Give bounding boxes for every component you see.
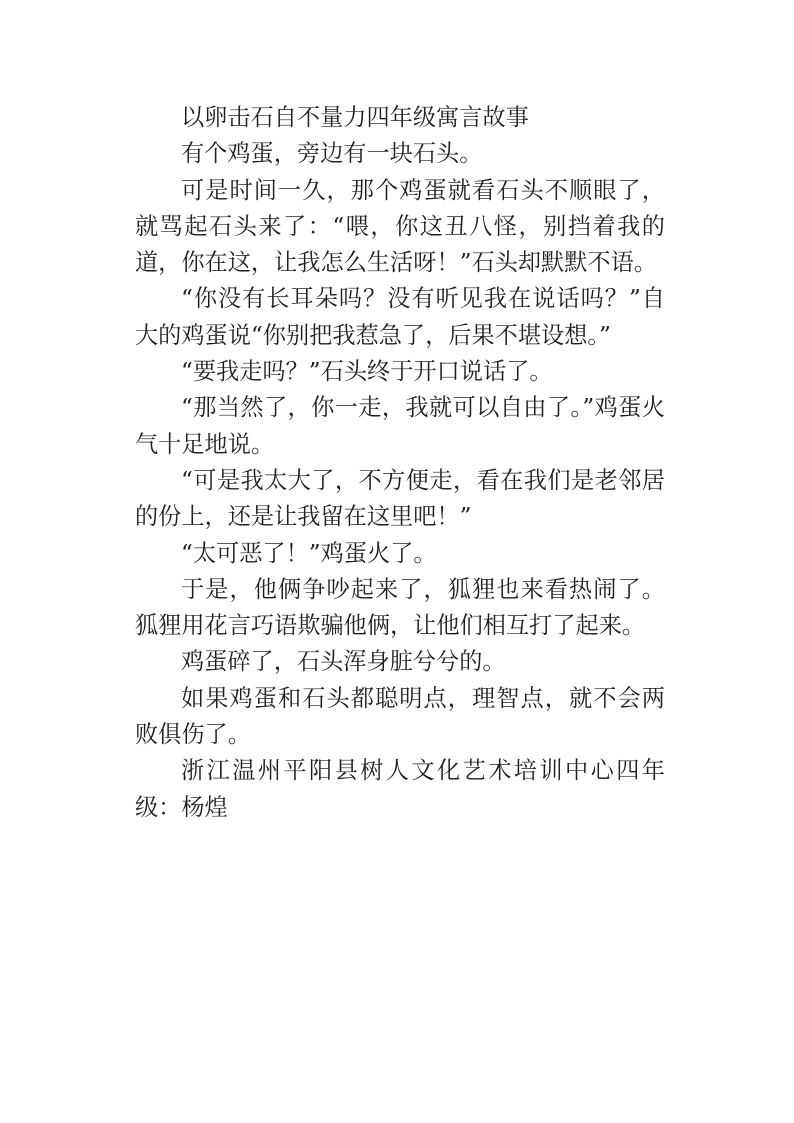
- paragraph: 可是时间一久，那个鸡蛋就看石头不顺眼了，就骂起石头来了：“喂，你这丑八怪，别挡着我的道，你在这，让我怎么生活呀！”石头却默默不语。: [135, 176, 665, 277]
- paragraph: “可是我太大了，不方便走，看在我们是老邻居的份上，还是让我留在这里吧！”: [135, 466, 665, 531]
- paragraph: 如果鸡蛋和石头都聪明点，理智点，就不会两败俱伤了。: [135, 684, 665, 749]
- paragraph: “要我走吗？”石头终于开口说话了。: [181, 358, 553, 386]
- paragraph: “那当然了，你一走，我就可以自由了。”鸡蛋火气十足地说。: [135, 394, 665, 458]
- paragraph: “你没有长耳朵吗？没有听见我在说话吗？”自大的鸡蛋说“你别把我惹急了，后果不堪设想。”: [135, 285, 665, 349]
- author-line: 浙江温州平阳县树人文化艺术培训中心四年级：杨煌: [135, 757, 665, 821]
- paragraph: 于是，他俩争吵起来了，狐狸也来看热闹了。狐狸用花言巧语欺骗他俩，让他们相互打了起来。: [135, 575, 665, 640]
- paragraph: 鸡蛋碎了，石头浑身脏兮兮的。: [181, 648, 506, 676]
- paragraph: 有个鸡蛋，旁边有一块石头。: [181, 140, 483, 168]
- paragraph: “太可恶了！”鸡蛋火了。: [181, 539, 437, 567]
- document-body: [135, 100, 665, 826]
- document-title: 以卵击石自不量力四年级寓言故事: [181, 104, 529, 131]
